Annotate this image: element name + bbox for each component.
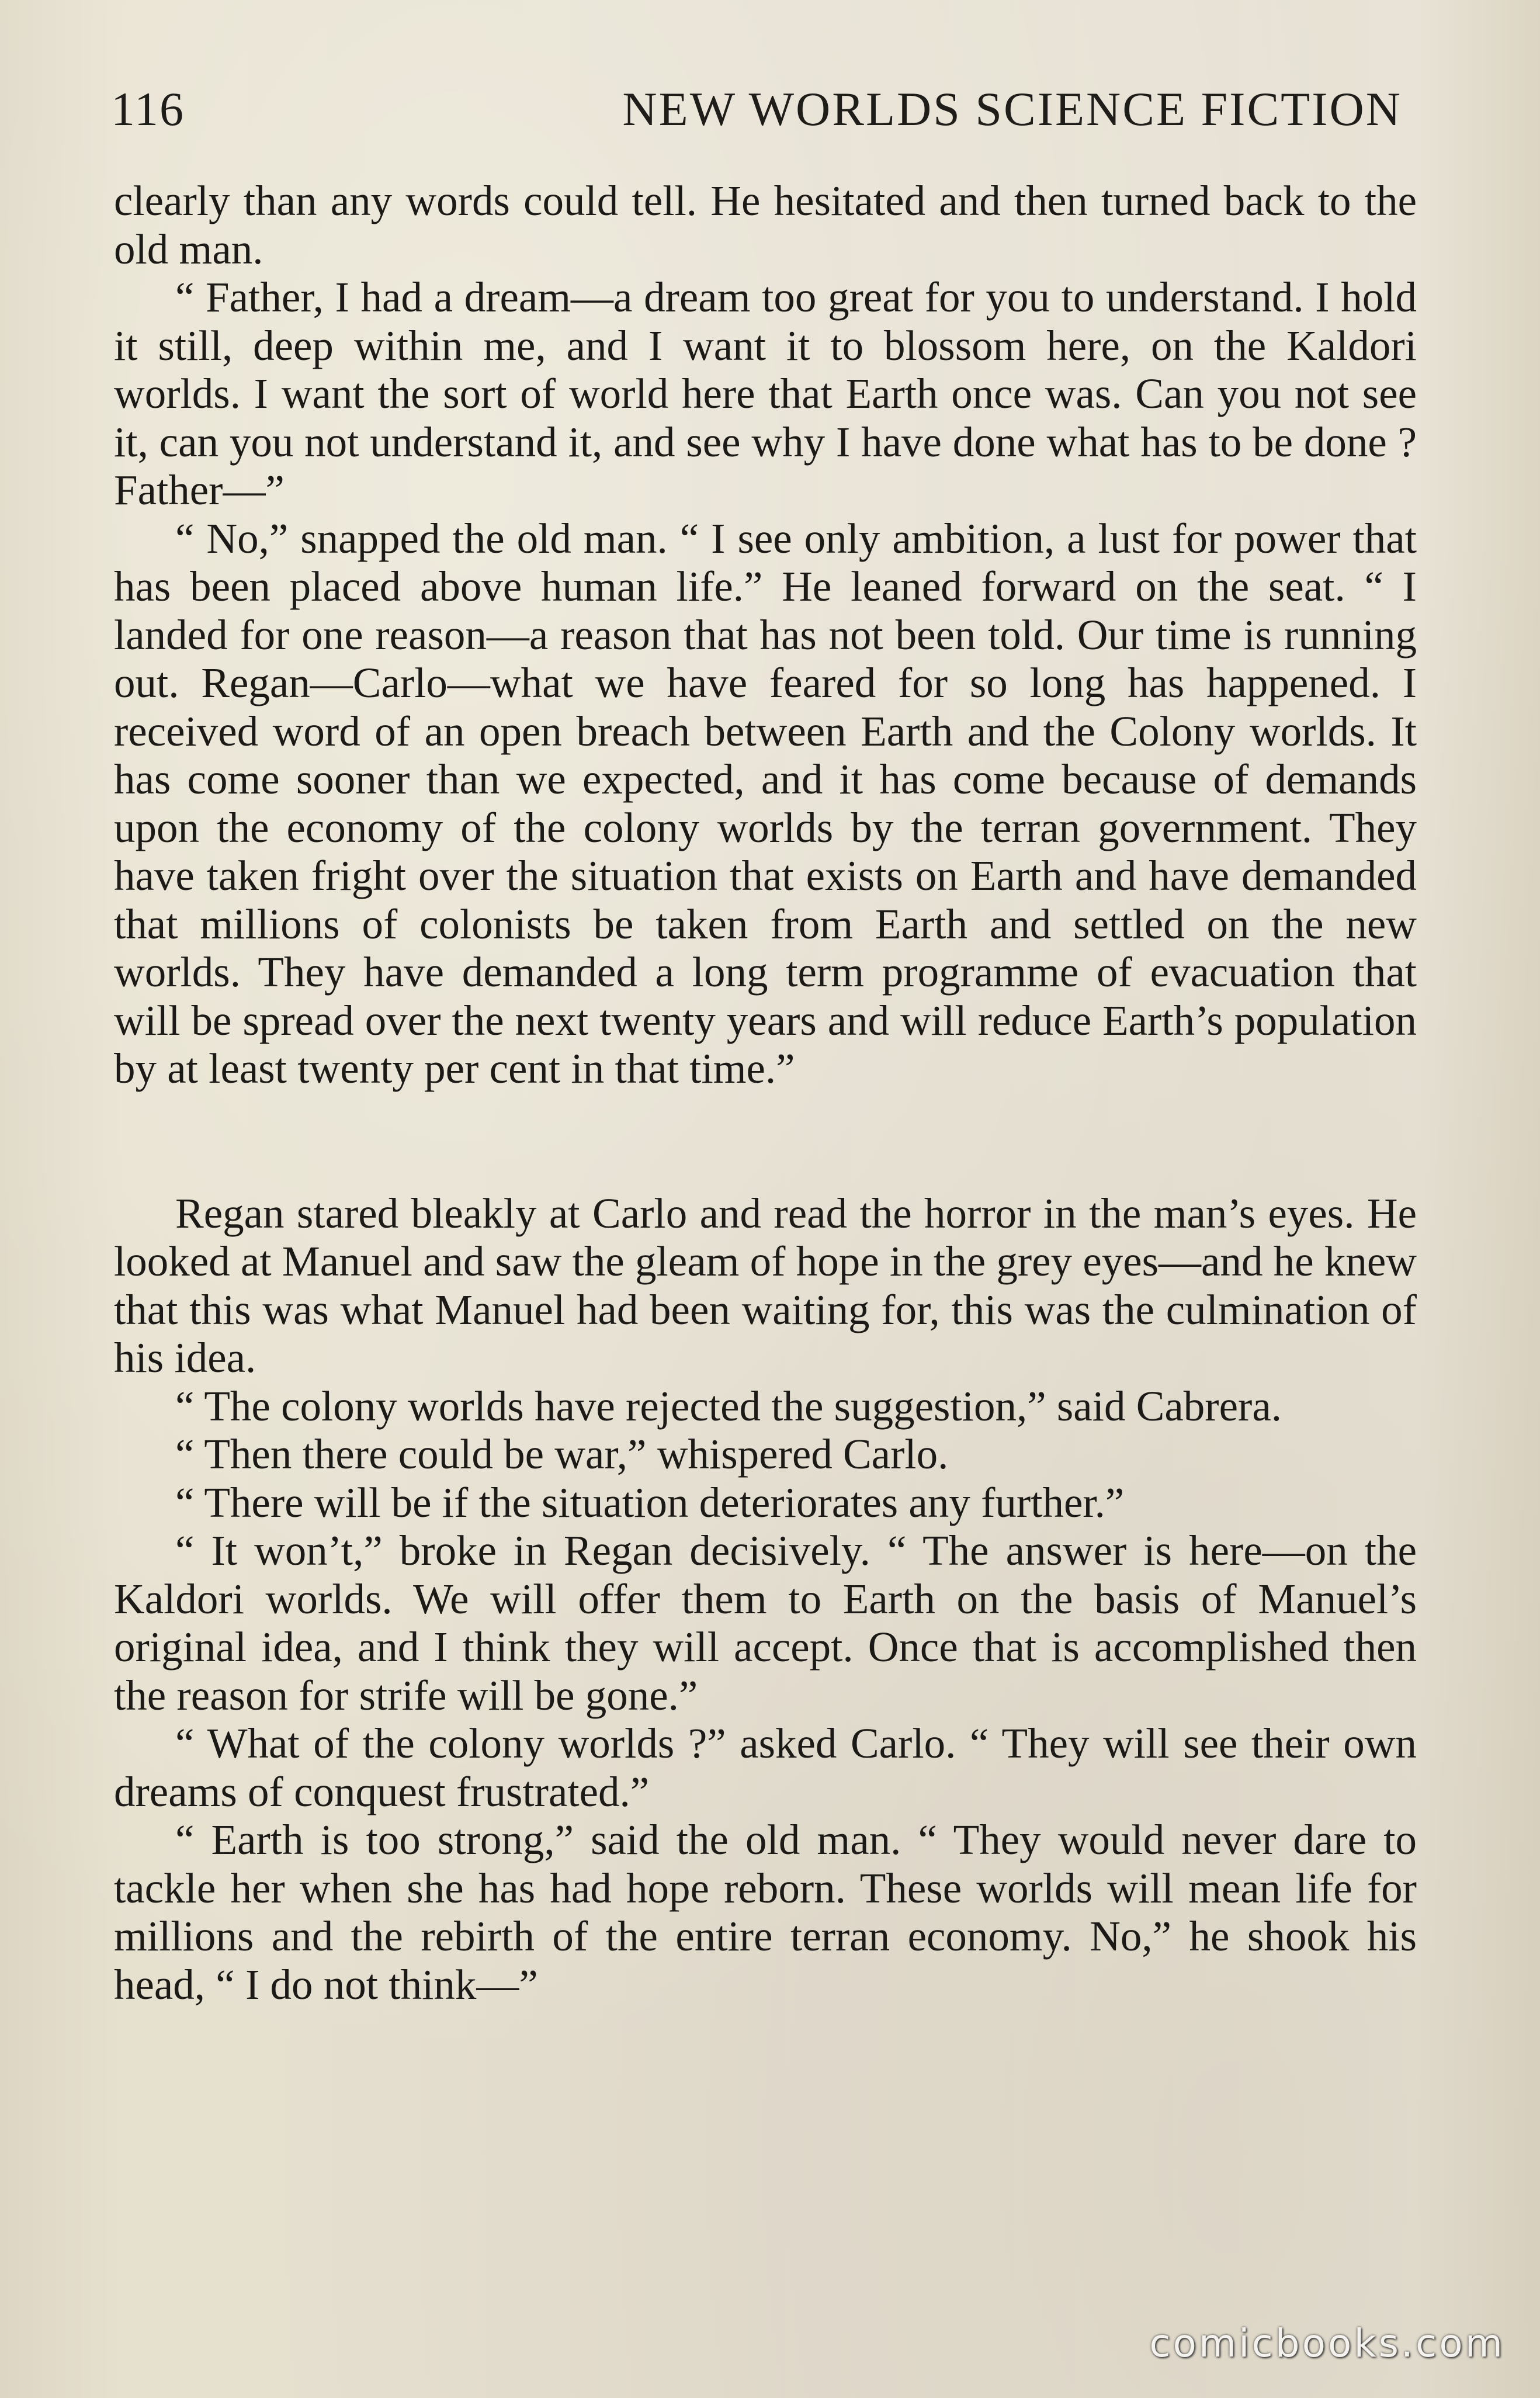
page-header bbox=[111, 82, 1402, 140]
paragraph-dialogue: “ It won’t,” broke in Regan decisively. “ The answer is here—on the Kaldori worlds. We will offer them to Earth on the basis of Manuel’s original idea, and I think they will accept. Once that is accomplished then the reason for strife will be gone.” bbox=[114, 1527, 1417, 1719]
paragraph-dialogue: “ Father, I had a dream—a dream too great for you to understand. I hold it still, deep within me, and I want it to blossom here, on the Kaldori worlds. I want the sort of world here that Earth once was. Can you not see it, can you not understand it, and see why I have done what has to be done ? Father—” bbox=[114, 273, 1417, 514]
paragraph-continuation: clearly than any words could tell. He hesitated and then turned back to the old man. bbox=[114, 177, 1417, 273]
paragraph-narration: Regan stared bleakly at Carlo and read the horror in the man’s eyes. He looked at Manuel and saw the gleam of hope in the grey eyes—and he knew that this was what Manuel had been waiting for, this was the culmination of his idea. bbox=[114, 1189, 1417, 1381]
section-break bbox=[114, 1093, 1417, 1190]
paragraph-dialogue: “ What of the colony worlds ?” asked Carlo. “ They will see their own dreams of conquest frustrated.” bbox=[114, 1720, 1417, 1815]
paragraph-dialogue: “ No,” snapped the old man. “ I see only ambition, a lust for power that has been placed above human life.” He leaned forward on the seat. “ I landed for one reason—a reason that has not been told. Our time is running out. Regan—Carlo—what we have feared for so long has happened. I received word of an open breach between Earth and the Colony worlds. It has come sooner than we expected, and it has come because of demands upon the economy of the colony worlds by the terran government. They have taken fright over the situation that exists on Earth and have demanded that millions of colonists be taken from Earth and settled on the new worlds. They have demanded a long term programme of evacuation that will be spread over the next twenty years and will reduce Earth’s population by at least twenty per cent in that time.” bbox=[114, 514, 1417, 1092]
paragraph-dialogue: “ There will be if the situation deteriorates any further.” bbox=[175, 1478, 1125, 1526]
paragraph-dialogue: “ Then there could be war,” whispered Carlo. bbox=[175, 1430, 949, 1478]
running-title: NEW WORLDS SCIENCE FICTION bbox=[622, 82, 1402, 136]
paragraph-dialogue: “ Earth is too strong,” said the old man. “ They would never dare to tackle her when she has had hope reborn. These worlds will mean life for millions and the rebirth of the entire terran economy. No,” he shook his head, “ I do not think—” bbox=[114, 1816, 1417, 2008]
page-number: 116 bbox=[111, 82, 185, 136]
watermark: comicbooks.com bbox=[1149, 2321, 1505, 2366]
body-text bbox=[114, 177, 1417, 2009]
paragraph-dialogue: “ The colony worlds have rejected the suggestion,” said Cabrera. bbox=[175, 1382, 1282, 1430]
